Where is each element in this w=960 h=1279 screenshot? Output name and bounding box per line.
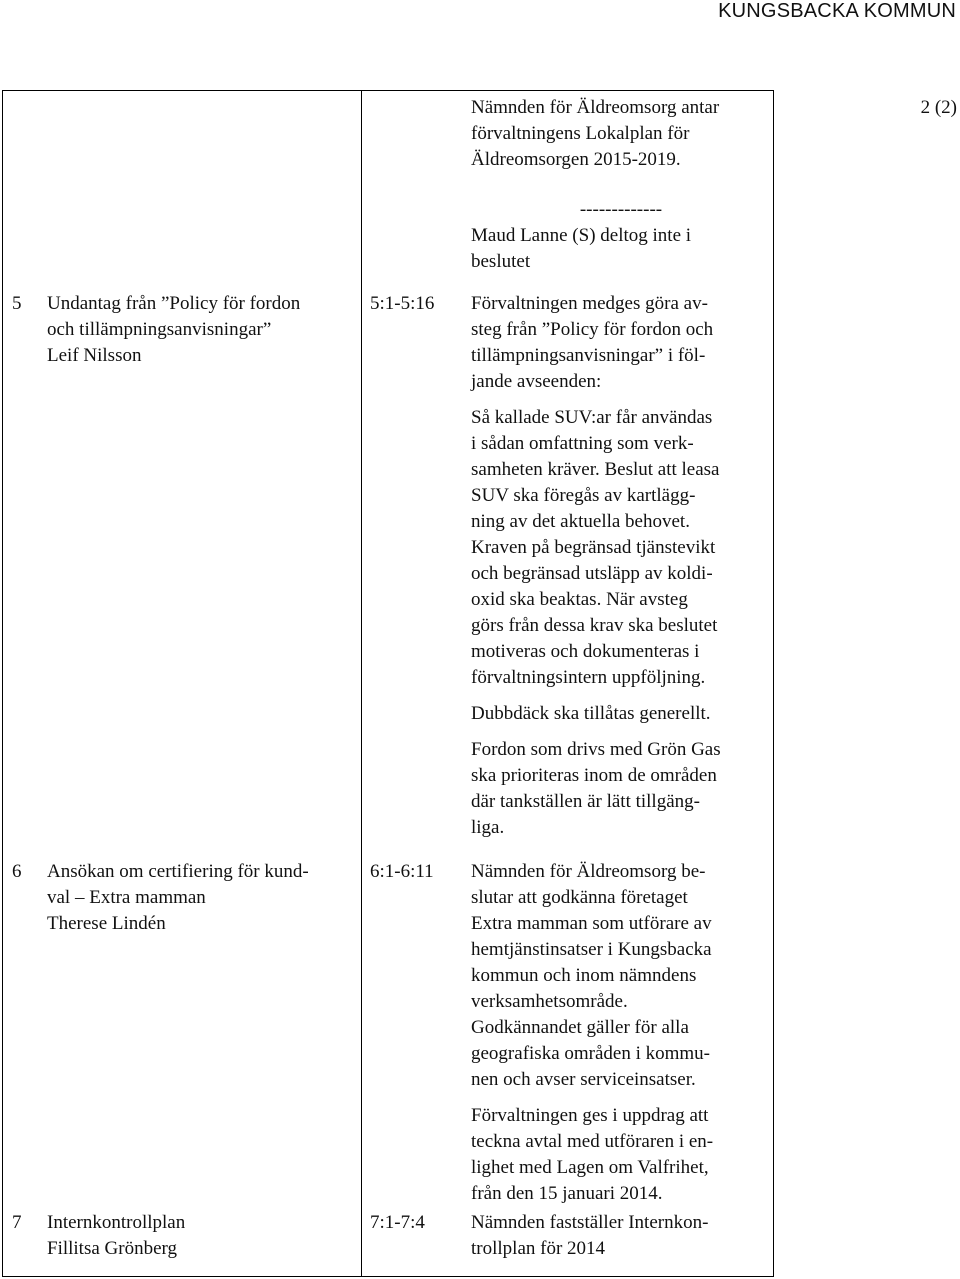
text-line: Extra mamman som utförare av: [471, 913, 712, 934]
page-number: 2 (2): [920, 97, 957, 118]
text-line: från den 15 januari 2014.: [471, 1183, 663, 1204]
item-number: 6: [12, 861, 22, 882]
text-line: görs från dessa krav ska beslutet: [471, 615, 718, 636]
table-left-border: [2, 90, 3, 1277]
text-line: Äldreomsorgen 2015-2019.: [471, 149, 681, 170]
decision-paragraph: [471, 405, 721, 691]
text-line: förvaltningsintern uppföljning.: [471, 667, 706, 688]
text-line: motiveras och dokumenteras i: [471, 641, 700, 662]
text-line: tillämpningsanvisningar” i föl-: [471, 345, 706, 366]
decision-text: [471, 291, 721, 841]
table-top-border: [2, 90, 774, 91]
reference-number: 7:1-7:4: [370, 1212, 425, 1233]
text-line: och tillämpningsanvisningar”: [47, 319, 272, 340]
decision-text: [471, 859, 713, 1207]
note-text: [471, 223, 691, 275]
decision-paragraph: [471, 1210, 708, 1262]
text-line: val – Extra mamman: [47, 887, 206, 908]
text-line: jande avseenden:: [471, 371, 602, 392]
table-column-divider: [361, 90, 362, 1277]
decision-text: [471, 1210, 708, 1262]
decision-paragraph: [471, 859, 713, 1093]
decision-paragraph: [471, 737, 721, 841]
text-line: samheten kräver. Beslut att leasa: [471, 459, 720, 480]
text-line: ning av det aktuella behovet.: [471, 511, 690, 532]
text-line: Godkännandet gäller för alla: [471, 1017, 689, 1038]
reference-number: 5:1-5:16: [370, 293, 435, 314]
text-line: slutar att godkänna företaget: [471, 887, 688, 908]
text-line: trollplan för 2014: [471, 1238, 606, 1259]
item-title: [47, 859, 309, 937]
text-line: förvaltningens Lokalplan för: [471, 123, 690, 144]
text-line: oxid ska beaktas. När avsteg: [471, 589, 688, 610]
decision-paragraph: [471, 95, 719, 173]
text-line: steg från ”Policy för fordon och: [471, 319, 714, 340]
text-line: Förvaltningen ges i uppdrag att: [471, 1105, 709, 1126]
text-line: och begränsad utsläpp av koldi-: [471, 563, 713, 584]
decision-paragraph: [471, 1103, 713, 1207]
text-line: liga.: [471, 817, 505, 838]
text-line: Leif Nilsson: [47, 345, 142, 366]
text-line: i sådan omfattning som verk-: [471, 433, 694, 454]
text-line: SUV ska föregås av kartlägg-: [471, 485, 696, 506]
table-bottom-border: [2, 1276, 774, 1277]
text-line: Fillitsa Grönberg: [47, 1238, 178, 1259]
text-line: där tankställen är lätt tillgäng-: [471, 791, 700, 812]
text-line: Therese Lindén: [47, 913, 166, 934]
text-line: Dubbdäck ska tillåtas generellt.: [471, 703, 711, 724]
reference-number: 6:1-6:11: [370, 861, 434, 882]
text-line: Nämnden för Äldreomsorg be-: [471, 861, 706, 882]
text-line: Fordon som drivs med Grön Gas: [471, 739, 721, 760]
organization-name: KUNGSBACKA KOMMUN: [718, 0, 956, 22]
decision-paragraph: [471, 701, 721, 727]
text-line: kommun och inom nämndens: [471, 965, 697, 986]
text-line: Maud Lanne (S) deltog inte i: [471, 225, 692, 246]
text-line: nen och avser serviceinsatser.: [471, 1069, 696, 1090]
item-title: [47, 1210, 185, 1262]
text-line: Undantag från ”Policy för fordon: [47, 293, 301, 314]
text-line: teckna avtal med utföraren i en-: [471, 1131, 714, 1152]
text-line: Förvaltningen medges göra av-: [471, 293, 708, 314]
text-line: Nämnden fastställer Internkon-: [471, 1212, 709, 1233]
table-right-border: [773, 90, 774, 1277]
text-line: beslutet: [471, 251, 531, 272]
text-line: Så kallade SUV:ar får användas: [471, 407, 713, 428]
text-line: geografiska områden i kommu-: [471, 1043, 711, 1064]
item-title: [47, 291, 300, 369]
item-number: 7: [12, 1212, 22, 1233]
text-line: Internkontrollplan: [47, 1212, 186, 1233]
text-line: Nämnden för Äldreomsorg antar: [471, 97, 720, 118]
text-line: lighet med Lagen om Valfrihet,: [471, 1157, 709, 1178]
decision-paragraph: [471, 291, 721, 395]
text-line: verksamhetsområde.: [471, 991, 628, 1012]
text-line: Ansökan om certifiering för kund-: [47, 861, 309, 882]
separator-line: -------------: [579, 199, 663, 220]
text-line: Kraven på begränsad tjänstevikt: [471, 537, 716, 558]
text-line: ska prioriteras inom de områden: [471, 765, 717, 786]
item-number: 5: [12, 293, 22, 314]
text-line: hemtjänstinsatser i Kungsbacka: [471, 939, 712, 960]
decision-text: [471, 95, 719, 173]
